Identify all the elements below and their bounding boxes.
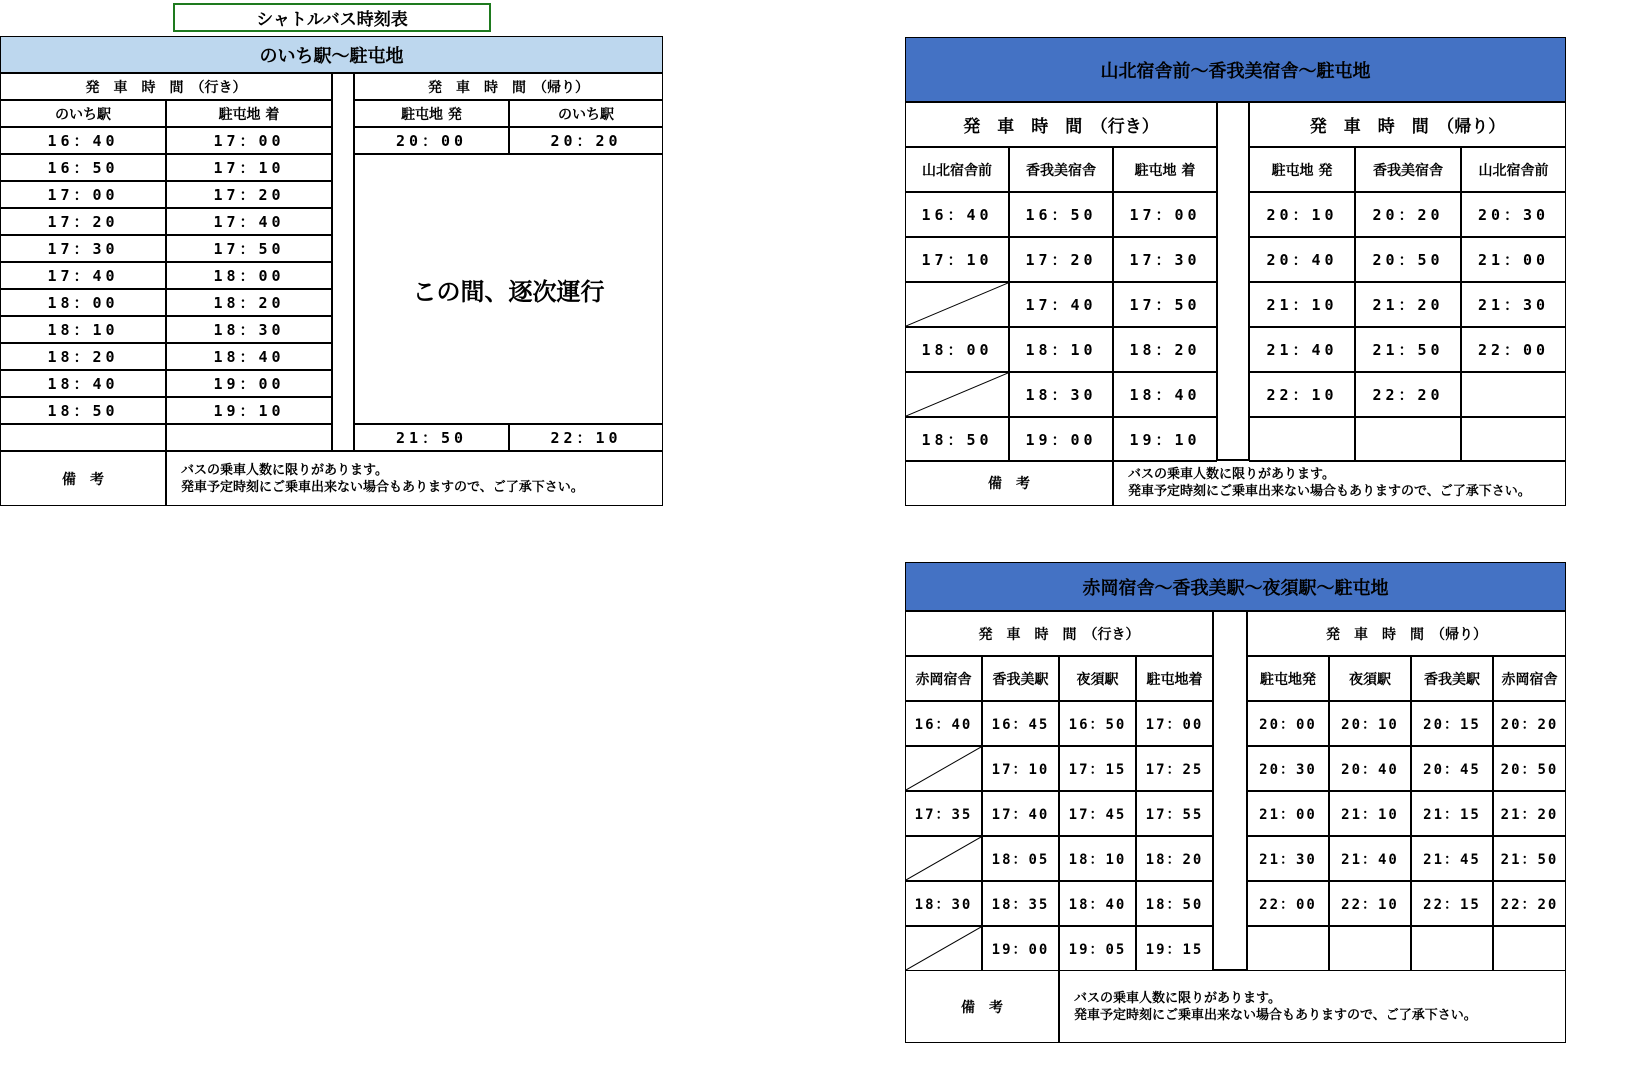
- time-cell: 21：50: [1493, 836, 1566, 881]
- continuous-service-note: この間、逐次運行: [354, 154, 663, 424]
- time-cell: 22：00: [1461, 327, 1566, 372]
- time-cell: [1247, 926, 1329, 971]
- time-cell: 20：00: [1247, 701, 1329, 746]
- column-header: 駐屯地 発: [354, 100, 509, 127]
- column-divider: [1213, 611, 1247, 970]
- time-cell: 17：40: [166, 208, 332, 235]
- time-cell: 17：55: [1136, 791, 1213, 836]
- time-cell: 22：20: [1493, 881, 1566, 926]
- column-divider: [332, 73, 354, 451]
- column-header: 駐屯地発: [1247, 656, 1329, 701]
- time-cell: 19：00: [1009, 417, 1113, 462]
- page-title: シャトルバス時刻表: [173, 3, 491, 32]
- time-cell: 22：10: [1249, 372, 1355, 417]
- time-cell: 20：10: [1329, 701, 1411, 746]
- time-cell: 18：20: [1136, 836, 1213, 881]
- column-header: 夜須駅: [1059, 656, 1136, 701]
- time-cell: 17：00: [166, 127, 332, 154]
- diagonal-slash-icon: [906, 283, 1008, 326]
- time-cell: 22：15: [1411, 881, 1493, 926]
- time-cell: 21：00: [1461, 237, 1566, 282]
- time-cell: 17：00: [0, 181, 166, 208]
- diagonal-slash-icon: [906, 373, 1008, 416]
- diagonal-slash-icon: [906, 927, 981, 970]
- time-cell: 16：40: [905, 192, 1009, 237]
- time-cell: 21：10: [1329, 791, 1411, 836]
- time-cell: 17：10: [905, 237, 1009, 282]
- time-cell: 17：20: [0, 208, 166, 235]
- time-cell: 18：20: [0, 343, 166, 370]
- time-cell: [0, 424, 166, 451]
- time-cell: 18：30: [905, 881, 982, 926]
- time-cell: 21：50: [1355, 327, 1461, 372]
- time-cell: [905, 746, 982, 791]
- time-cell: 22：10: [1329, 881, 1411, 926]
- time-cell: 21：20: [1355, 282, 1461, 327]
- column-header: 香我美駅: [982, 656, 1059, 701]
- time-cell: 21：00: [1247, 791, 1329, 836]
- diagonal-slash-icon: [906, 837, 981, 880]
- time-cell: [1411, 926, 1493, 971]
- remarks-line: 発車予定時刻にご乗車出来ない場合もありますので、ご了承下さい。: [1074, 1007, 1477, 1023]
- remarks-line: バスの乗車人数に限りがあります。: [181, 462, 388, 478]
- time-cell: 18：50: [905, 417, 1009, 462]
- time-cell: 20：45: [1411, 746, 1493, 791]
- time-cell: 21：40: [1329, 836, 1411, 881]
- column-header: 香我美宿舎: [1355, 147, 1461, 192]
- column-header: のいち駅: [0, 100, 166, 127]
- time-cell: 20：20: [1355, 192, 1461, 237]
- column-header: のいち駅: [509, 100, 663, 127]
- time-cell: 18：00: [166, 262, 332, 289]
- route-title: 赤岡宿舎～香我美駅～夜須駅～駐屯地: [905, 562, 1566, 611]
- time-cell: 19：05: [1059, 926, 1136, 971]
- remarks-line: 発車予定時刻にご乗車出来ない場合もありますので、ご了承下さい。: [181, 479, 584, 495]
- time-cell: 18：40: [1113, 372, 1217, 417]
- time-cell: 16：50: [0, 154, 166, 181]
- column-header: 赤岡宿舎: [1493, 656, 1566, 701]
- time-cell: 17：40: [1009, 282, 1113, 327]
- time-cell: 16：40: [0, 127, 166, 154]
- time-cell: 18：00: [0, 289, 166, 316]
- time-cell: 20：50: [1355, 237, 1461, 282]
- time-cell: 22：20: [1355, 372, 1461, 417]
- column-header: 駐屯地着: [1136, 656, 1213, 701]
- time-cell: [905, 372, 1009, 417]
- time-cell: [1461, 417, 1566, 462]
- time-cell: 18：10: [1009, 327, 1113, 372]
- column-header: 駐屯地 着: [1113, 147, 1217, 192]
- time-cell: 21：30: [1461, 282, 1566, 327]
- return-header: 発 車 時 間 （帰り）: [1247, 611, 1566, 656]
- time-cell: 18：40: [0, 370, 166, 397]
- time-cell: 18：50: [1136, 881, 1213, 926]
- time-cell: 17：20: [1009, 237, 1113, 282]
- time-cell: 18：20: [1113, 327, 1217, 372]
- time-cell: 21：20: [1493, 791, 1566, 836]
- time-cell: 18：00: [905, 327, 1009, 372]
- time-cell: [1355, 417, 1461, 462]
- time-cell: [905, 282, 1009, 327]
- remarks-label: 備 考: [905, 970, 1059, 1043]
- time-cell: 18：30: [1009, 372, 1113, 417]
- time-cell: 16：50: [1009, 192, 1113, 237]
- time-cell: [1461, 372, 1566, 417]
- time-cell: 20：40: [1329, 746, 1411, 791]
- time-cell: 18：10: [1059, 836, 1136, 881]
- remarks-text: [1059, 970, 1566, 1043]
- time-cell: 17：00: [1113, 192, 1217, 237]
- time-cell: [1329, 926, 1411, 971]
- column-header: 駐屯地 着: [166, 100, 332, 127]
- column-header: 山北宿舎前: [905, 147, 1009, 192]
- time-cell: 17：20: [166, 181, 332, 208]
- time-cell: 18：40: [1059, 881, 1136, 926]
- time-cell: 19：10: [166, 397, 332, 424]
- column-header: 香我美宿舎: [1009, 147, 1113, 192]
- outbound-header: 発 車 時 間 （行き）: [0, 73, 332, 100]
- time-cell: 20：30: [1461, 192, 1566, 237]
- outbound-header: 発 車 時 間 （行き）: [905, 611, 1213, 656]
- time-cell: [1249, 417, 1355, 462]
- remarks-label: 備 考: [0, 451, 166, 506]
- remarks-text: [1113, 460, 1566, 506]
- time-cell: 17：45: [1059, 791, 1136, 836]
- time-cell: 18：30: [166, 316, 332, 343]
- remarks-label: 備 考: [905, 460, 1113, 506]
- time-cell: 19：10: [1113, 417, 1217, 462]
- outbound-header: 発 車 時 間 （行き）: [905, 102, 1217, 147]
- time-cell: 17：15: [1059, 746, 1136, 791]
- time-cell: 21：10: [1249, 282, 1355, 327]
- time-cell: 17：10: [982, 746, 1059, 791]
- column-header: 香我美駅: [1411, 656, 1493, 701]
- time-cell: [905, 926, 982, 971]
- time-cell: 20：30: [1247, 746, 1329, 791]
- column-header: 山北宿舎前: [1461, 147, 1566, 192]
- diagonal-slash-icon: [906, 747, 981, 790]
- time-cell: [905, 836, 982, 881]
- time-cell: 20：50: [1493, 746, 1566, 791]
- column-header: 駐屯地 発: [1249, 147, 1355, 192]
- time-cell: 17：40: [0, 262, 166, 289]
- time-cell: 19：00: [982, 926, 1059, 971]
- time-cell: 18：40: [166, 343, 332, 370]
- time-cell: 20：40: [1249, 237, 1355, 282]
- column-header: 赤岡宿舎: [905, 656, 982, 701]
- route-title: のいち駅～駐屯地: [0, 36, 663, 73]
- time-cell: 19：15: [1136, 926, 1213, 971]
- time-cell: 18：35: [982, 881, 1059, 926]
- time-cell: 21：40: [1249, 327, 1355, 372]
- time-cell: 18：50: [0, 397, 166, 424]
- remarks-line: 発車予定時刻にご乗車出来ない場合もありますので、ご了承下さい。: [1128, 484, 1531, 499]
- time-cell: 17：35: [905, 791, 982, 836]
- time-cell: 17：50: [166, 235, 332, 262]
- time-cell: 22：10: [509, 424, 663, 451]
- time-cell: 16：40: [905, 701, 982, 746]
- time-cell: 17：25: [1136, 746, 1213, 791]
- return-header: 発 車 時 間 （帰り）: [354, 73, 663, 100]
- time-cell: 20：20: [1493, 701, 1566, 746]
- time-cell: 17：50: [1113, 282, 1217, 327]
- remarks-line: バスの乗車人数に限りがあります。: [1128, 467, 1335, 482]
- time-cell: 20：20: [509, 127, 663, 154]
- route-title: 山北宿舎前～香我美宿舎～駐屯地: [905, 37, 1566, 102]
- remarks-line: バスの乗車人数に限りがあります。: [1074, 990, 1281, 1006]
- time-cell: 20：15: [1411, 701, 1493, 746]
- time-cell: 17：30: [1113, 237, 1217, 282]
- time-cell: 17：40: [982, 791, 1059, 836]
- time-cell: 22：00: [1247, 881, 1329, 926]
- time-cell: 21：45: [1411, 836, 1493, 881]
- remarks-text: [166, 451, 663, 506]
- time-cell: 17：00: [1136, 701, 1213, 746]
- time-cell: 20：10: [1249, 192, 1355, 237]
- time-cell: 17：10: [166, 154, 332, 181]
- time-cell: 17：30: [0, 235, 166, 262]
- time-cell: 21：30: [1247, 836, 1329, 881]
- return-header: 発 車 時 間 （帰り）: [1249, 102, 1566, 147]
- time-cell: 20：00: [354, 127, 509, 154]
- time-cell: 16：45: [982, 701, 1059, 746]
- time-cell: [166, 424, 332, 451]
- time-cell: 18：20: [166, 289, 332, 316]
- time-cell: 16：50: [1059, 701, 1136, 746]
- time-cell: 21：50: [354, 424, 509, 451]
- time-cell: 18：10: [0, 316, 166, 343]
- column-header: 夜須駅: [1329, 656, 1411, 701]
- column-divider: [1217, 102, 1249, 460]
- time-cell: 19：00: [166, 370, 332, 397]
- time-cell: 18：05: [982, 836, 1059, 881]
- time-cell: [1493, 926, 1566, 971]
- time-cell: 21：15: [1411, 791, 1493, 836]
